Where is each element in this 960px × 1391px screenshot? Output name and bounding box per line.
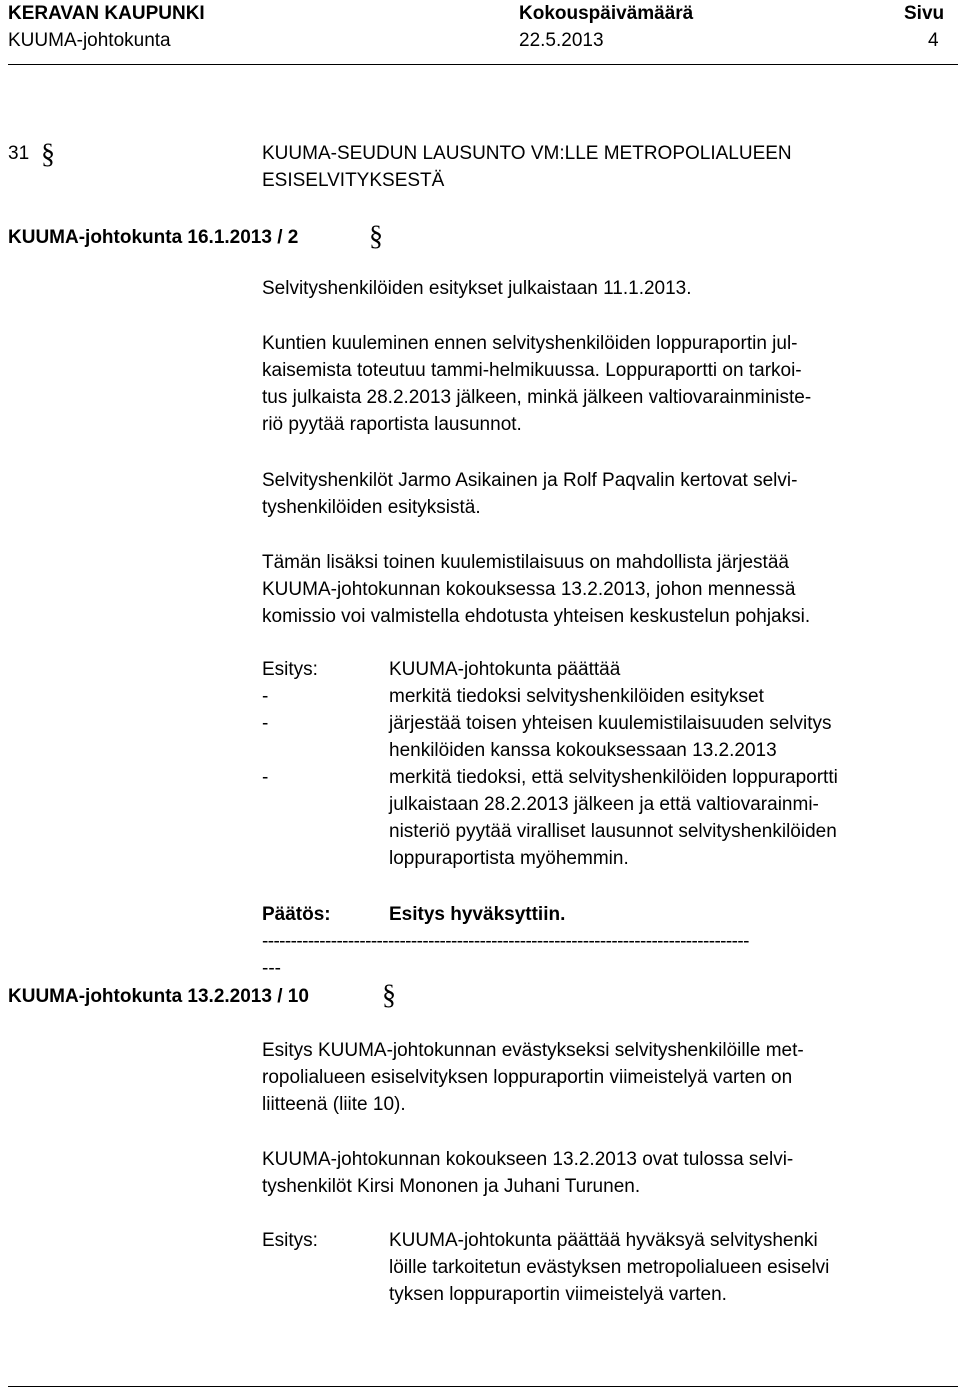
section-title-line1: KUUMA-SEUDUN LAUSUNTO VM:LLE METROPOLIALUEEN	[262, 143, 792, 164]
paragraph-line: tyshenkilöiden esityksistä.	[262, 497, 481, 518]
paragraph-line: tyshenkilöt Kirsi Mononen ja Juhani Turunen.	[262, 1176, 641, 1197]
paragraph-line: riö pyytää raportista lausunnot.	[262, 414, 522, 435]
meeting2-paragraph-1	[262, 1037, 804, 1118]
meeting2-paragraph-2	[262, 1146, 793, 1200]
paragraph-line: tus julkaista 28.2.2013 jälkeen, minkä jälkeen valtiovarainministe-	[262, 387, 812, 408]
meeting2-reference: KUUMA-johtokunta 13.2.2013 / 10	[8, 986, 309, 1007]
meeting1-paragraph-4	[262, 549, 810, 630]
section-number: 31	[8, 143, 30, 164]
decision-text: Esitys hyväksyttiin.	[389, 904, 566, 925]
paragraph-line: Tämän lisäksi toinen kuulemistilaisuus on mahdollista järjestää	[262, 552, 789, 573]
meeting2-proposal-line: löille tarkoitetun evästyksen metropolialueen esiselvi	[389, 1257, 830, 1278]
header-body-name: KUUMA-johtokunta	[8, 30, 171, 51]
meeting1-paragraph-3	[262, 467, 797, 521]
paragraph-line: kaisemista toteutuu tammi-helmikuussa. Loppuraportti on tarkoi-	[262, 360, 802, 381]
section-title-line2: ESISELVITYKSESTÄ	[262, 170, 445, 191]
paragraph-line: KUUMA-johtokunnan kokouksessa 13.2.2013, johon mennessä	[262, 579, 796, 600]
paragraph-line: komissio voi valmistella ehdotusta yhteisen keskustelun pohjaksi.	[262, 606, 811, 627]
svg-text:§: §	[382, 981, 396, 1011]
header-date: 22.5.2013	[519, 30, 604, 51]
meeting1-reference: KUUMA-johtokunta 16.1.2013 / 2	[8, 227, 299, 248]
section-sign-icon	[378, 981, 400, 1011]
proposal-heading: KUUMA-johtokunta päättää	[389, 659, 621, 680]
paragraph-line: KUUMA-johtokunnan kokoukseen 13.2.2013 ovat tulossa selvi-	[262, 1149, 794, 1170]
svg-text:§: §	[369, 222, 383, 252]
paragraph-line: Esitys KUUMA-johtokunnan evästykseksi selvityshenkilöille met-	[262, 1040, 804, 1061]
paragraph-line: ropolialueen esiselvityksen loppuraportin viimeistelyä varten on	[262, 1067, 793, 1088]
meeting1-paragraph-2	[262, 330, 811, 438]
footer-divider	[8, 1386, 958, 1387]
bullet-dash: -	[262, 713, 269, 734]
separator-dashes: -------------------------------------------------------------------------------------	[262, 931, 749, 952]
bullet-text: merkitä tiedoksi, että selvityshenkilöiden loppuraportti	[389, 767, 838, 788]
meeting2-proposal-line: tyksen loppuraportin viimeistelyä varten.	[389, 1284, 727, 1305]
proposal-label: Esitys:	[262, 659, 318, 680]
bullet-dash: -	[262, 767, 269, 788]
paragraph-line: liitteenä (liite 10).	[262, 1094, 406, 1115]
decision-label: Päätös:	[262, 904, 331, 925]
paragraph-line: Selvityshenkilöt Jarmo Asikainen ja Rolf Paqvalin kertovat selvi-	[262, 470, 798, 491]
meeting2-proposal-label: Esitys:	[262, 1230, 318, 1251]
meeting2-proposal-line: KUUMA-johtokunta päättää hyväksyä selvityshenki	[389, 1230, 818, 1251]
section-sign-icon	[37, 140, 59, 170]
bullet-text: julkaistaan 28.2.2013 jälkeen ja että valtiovarainmi-	[389, 794, 819, 815]
bullet-text: henkilöiden kanssa kokouksessaan 13.2.2013	[389, 740, 777, 761]
section-sign-icon	[365, 222, 387, 252]
bullet-text: järjestää toisen yhteisen kuulemistilaisuuden selvitys	[389, 713, 832, 734]
bullet-text: nisteriö pyytää viralliset lausunnot selvityshenkilöiden	[389, 821, 837, 842]
svg-text:§: §	[41, 140, 55, 170]
header-page-number: 4	[928, 30, 939, 51]
bullet-text: merkitä tiedoksi selvityshenkilöiden esitykset	[389, 686, 764, 707]
header-divider	[8, 64, 958, 65]
bullet-text: loppuraportista myöhemmin.	[389, 848, 629, 869]
paragraph-line: Selvityshenkilöiden esitykset julkaistaan 11.1.2013.	[262, 278, 692, 299]
header-page-label: Sivu	[904, 3, 945, 24]
header-date-label: Kokouspäivämäärä	[519, 3, 694, 24]
paragraph-line: Kuntien kuuleminen ennen selvityshenkilöiden loppuraportin jul-	[262, 333, 798, 354]
header-org: KERAVAN KAUPUNKI	[8, 3, 205, 24]
bullet-dash: -	[262, 686, 269, 707]
meeting1-paragraph-1	[262, 275, 692, 302]
separator-dashes-continued: ---	[262, 958, 281, 979]
